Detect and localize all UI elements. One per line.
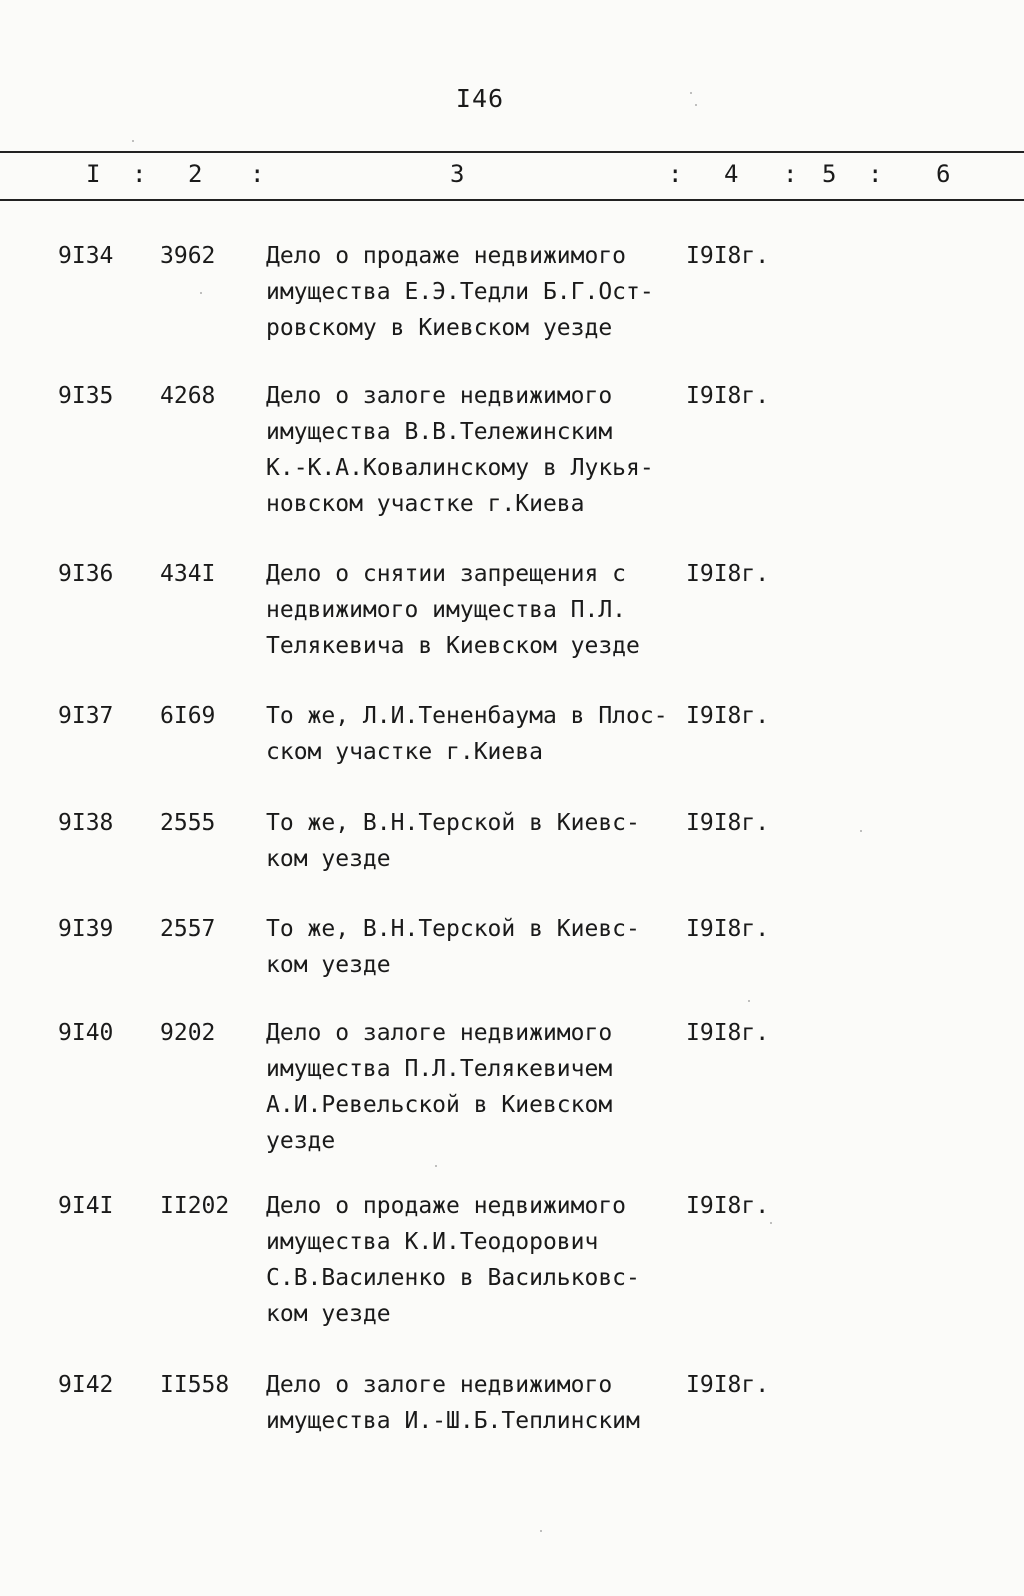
case-year: I9I8г. <box>686 916 770 942</box>
column-header-1: I <box>86 160 101 188</box>
page-number: I46 <box>455 84 505 113</box>
case-description <box>266 911 686 983</box>
entry-number: 9I40 <box>58 1020 114 1046</box>
case-description <box>266 556 686 664</box>
description-line: Дело о снятии запрещения с <box>266 561 627 587</box>
scan-speck <box>540 1530 542 1532</box>
column-separator: : <box>868 160 883 188</box>
description-line: К.-К.А.Ковалинскому в Лукья- <box>266 455 654 481</box>
description-line: имущества Е.Э.Тедли Б.Г.Ост- <box>266 279 654 305</box>
case-description <box>266 378 686 522</box>
description-line: имущества И.-Ш.Б.Теплинским <box>266 1408 640 1434</box>
header-top-rule <box>0 151 1024 153</box>
description-line: ком уезде <box>266 1301 391 1327</box>
case-year: I9I8г. <box>686 1372 770 1398</box>
case-number: 2555 <box>160 810 216 836</box>
case-number: II202 <box>160 1193 230 1219</box>
description-line: А.И.Ревельской в Киевском <box>266 1092 613 1118</box>
column-separator: : <box>668 160 683 188</box>
case-year: I9I8г. <box>686 703 770 729</box>
case-year: I9I8г. <box>686 810 770 836</box>
column-header-2: 2 <box>188 160 203 188</box>
scan-speck <box>748 1000 750 1002</box>
description-line: Дело о продаже недвижимого <box>266 1193 627 1219</box>
description-line: То же, Л.И.Тененбаума в Плос- <box>266 703 668 729</box>
entry-number: 9I36 <box>58 561 114 587</box>
scan-speck <box>132 140 134 142</box>
description-line: ком уезде <box>266 846 391 872</box>
case-description <box>266 1015 686 1159</box>
entry-number: 9I37 <box>58 703 114 729</box>
case-number: 9202 <box>160 1020 216 1046</box>
case-number: 3962 <box>160 243 216 269</box>
scan-speck <box>200 292 202 294</box>
description-line: Дело о залоге недвижимого <box>266 1372 613 1398</box>
column-separator: : <box>250 160 265 188</box>
entry-number: 9I4I <box>58 1193 114 1219</box>
description-line: То же, В.Н.Терской в Киевс- <box>266 810 640 836</box>
description-line: Дело о залоге недвижимого <box>266 383 613 409</box>
entry-number: 9I38 <box>58 810 114 836</box>
scan-speck <box>695 104 697 106</box>
case-year: I9I8г. <box>686 243 770 269</box>
description-line: ком уезде <box>266 952 391 978</box>
description-line: недвижимого имущества П.Л. <box>266 597 627 623</box>
case-number: 2557 <box>160 916 216 942</box>
header-bottom-rule <box>0 199 1024 201</box>
scan-speck <box>435 1165 437 1167</box>
case-year: I9I8г. <box>686 561 770 587</box>
column-header-6: 6 <box>936 160 951 188</box>
case-number: 6I69 <box>160 703 216 729</box>
case-year: I9I8г. <box>686 1193 770 1219</box>
description-line: То же, В.Н.Терской в Киевс- <box>266 916 640 942</box>
description-line: Телякевича в Киевском уезде <box>266 633 640 659</box>
column-header-4: 4 <box>724 160 739 188</box>
entry-number: 9I34 <box>58 243 114 269</box>
case-description <box>266 805 686 877</box>
case-description <box>266 698 686 770</box>
description-line: имущества К.И.Теодорович <box>266 1229 599 1255</box>
entry-number: 9I39 <box>58 916 114 942</box>
case-number: 4268 <box>160 383 216 409</box>
description-line: имущества В.В.Тележинским <box>266 419 613 445</box>
case-description <box>266 1367 686 1439</box>
column-header-3: 3 <box>450 160 465 188</box>
description-line: ровскому в Киевском уезде <box>266 315 613 341</box>
case-year: I9I8г. <box>686 1020 770 1046</box>
case-year: I9I8г. <box>686 383 770 409</box>
column-header-5: 5 <box>822 160 837 188</box>
description-line: новском участке г.Киева <box>266 491 585 517</box>
column-separator: : <box>132 160 147 188</box>
description-line: Дело о залоге недвижимого <box>266 1020 613 1046</box>
scan-speck <box>860 830 862 832</box>
description-line: уезде <box>266 1128 336 1154</box>
description-line: С.В.Василенко в Васильковс- <box>266 1265 640 1291</box>
scan-speck <box>690 92 692 94</box>
entry-number: 9I35 <box>58 383 114 409</box>
description-line: Дело о продаже недвижимого <box>266 243 627 269</box>
description-line: имущества П.Л.Телякевичем <box>266 1056 613 1082</box>
case-number: 434I <box>160 561 216 587</box>
case-description <box>266 1188 686 1332</box>
case-number: II558 <box>160 1372 230 1398</box>
case-description <box>266 238 686 346</box>
entry-number: 9I42 <box>58 1372 114 1398</box>
column-separator: : <box>783 160 798 188</box>
scan-speck <box>770 1222 772 1224</box>
description-line: ском участке г.Киева <box>266 739 543 765</box>
